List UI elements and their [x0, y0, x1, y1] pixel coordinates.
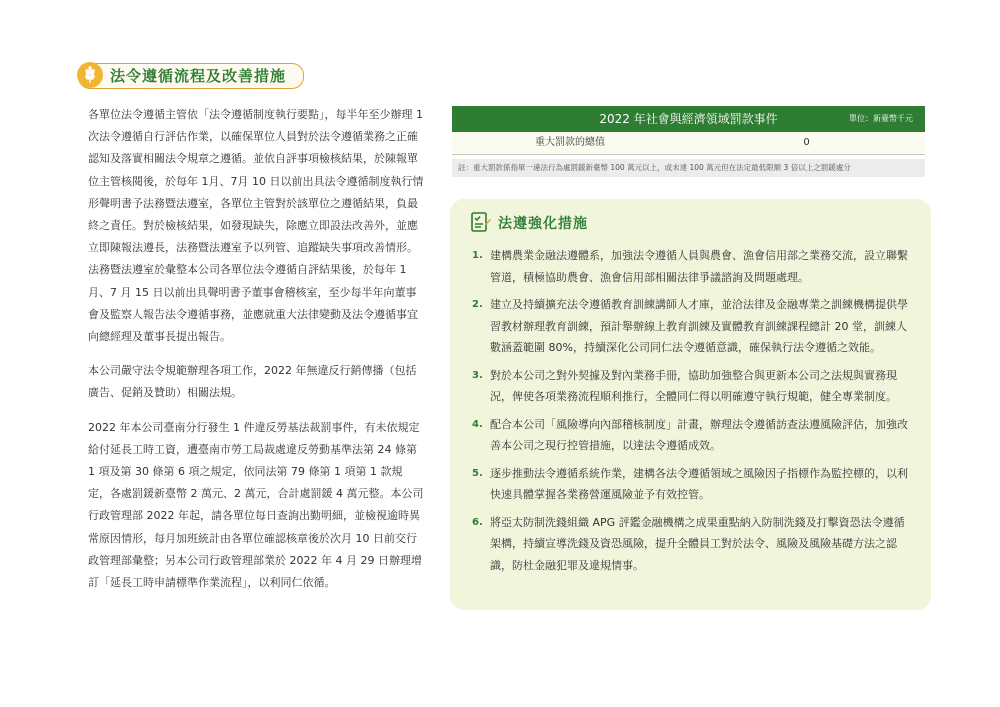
penalty-row-label: 重大罰款的總值: [535, 137, 605, 148]
checklist-icon: [468, 210, 492, 238]
list-item-text: 建構農業金融法遵體系，加強法令遵循人員與農會、漁會信用部之業務交流，設立聯繫管道，積極協助農會、漁會信用部相關法律爭議諮詢及問題處理。: [490, 249, 908, 284]
list-item: [472, 365, 912, 408]
list-item-number: 5.: [472, 467, 483, 479]
wheat-icon: [77, 62, 103, 88]
penalty-table-header: [452, 106, 925, 132]
list-item: [472, 463, 912, 506]
list-item: [472, 512, 912, 577]
list-item-number: 2.: [472, 299, 483, 310]
list-item-text: 配合本公司「風險導向內部稽核制度」計畫，辦理法令遵循訪查法遵風險評估，加強改善本公司之現行控管措施，以達法令遵循成效。: [490, 417, 908, 452]
list-item: [472, 294, 912, 359]
list-item: [472, 245, 912, 288]
list-item-text: 對於本公司之對外契據及對內業務手冊，協助加強整合與更新本公司之法規與實務現況，俾使各項業務流程順利推行，全體同仁得以明確遵守執行規範，健全專業制度。: [490, 368, 897, 403]
paragraph-marketing-compliance: 本公司嚴守法令規範辦理各項工作，2022 年無違反行銷傳播（包括廣告、促銷及贊助）相關法規。: [88, 364, 417, 400]
paragraph-self-assessment: 各單位法令遵循主管依「法令遵循制度執行要點」，每半年至少辦理 1 次法令遵循自行評估作業，以確保單位人員對於法令遵循業務之正確認知及落實相關法令規章之遵循。並依自評事項檢核結果，於陳報單位主管核閱後，於每年 1月、7月 10 日以前出具法令遵循制度執行情形聲明書予法務暨法遵室，各單位主管對於該單位之遵循結果，負最終之責任。對於檢核結果，如發現缺失，除應立即設法改善外，並應立即陳報法遵長，法務暨法遵室予以列管、追蹤缺失事項改善情形。法務暨法遵室於彙整本公司各單位法令遵循自評結果後，於每年 1 月、7 月 15 日以前出具聲明書予董事會稽核室，至少每半年向董事會及監察人報告法令遵循事務，並應就重大法律變動及法令遵循事宜向總經理及董事長提出報告。: [88, 108, 424, 344]
list-item-number: 1.: [472, 250, 483, 261]
list-item-number: 6.: [472, 516, 483, 528]
paragraph-labor-penalty: 2022 年本公司臺南分行發生 1 件違反勞基法裁罰事件，有未依規定給付延長工時工資，遭臺南市勞工局裁處違反勞動基準法第 24 條第 1 項及第 30 條第 6 項之規定，依同法第 79 條第 1 項第 1 款規定，各處罰鍰新臺幣 2 萬元、2 萬元，合計處罰鍰 4 萬元整。本公司行政管理部 2022 年起，請各單位每日查詢出勤明細，並檢視逾時異常原因情形，每月加班統計由各單位確認核章後於次月 10 日前交行政管理部彙整；另本公司行政管理部業於 2022 年 4 月 29 日辦理增訂「延長工時申請標準作業流程」，以利同仁依循。: [88, 420, 424, 590]
body-text: [88, 104, 424, 606]
list-item-number: 4.: [472, 418, 483, 430]
penalty-table: [452, 106, 925, 177]
penalty-table-unit: 單位：新臺幣千元: [849, 114, 913, 123]
measures-list: [472, 245, 912, 582]
measures-panel: [450, 199, 931, 610]
section-header: [78, 63, 304, 89]
list-item-text: 逐步推動法令遵循系統作業，建構各法令遵循領域之風險因子指標作為監控標的，以利快速具體掌握各業務營運風險並予有效控管。: [490, 466, 908, 501]
penalty-row-value: 0: [803, 137, 810, 148]
list-item-text: 將亞太防制洗錢組織 APG 評鑑金融機構之成果重點納入防制洗錢及打擊資恐法令遵循架構，持續宣導洗錢及資恐風險，提升全體員工對於法令、風險及風險基礎方法之認識，防杜金融犯罪及違規情事。: [490, 515, 905, 572]
list-item: [472, 414, 912, 457]
penalty-table-title: 2022 年社會與經濟領域罰款事件: [599, 112, 778, 126]
list-item-number: 3.: [472, 369, 483, 381]
table-row: [452, 132, 925, 155]
measures-title: 法遵強化措施: [498, 216, 588, 232]
penalty-table-note: 註：重大罰款係指單一違法行為處罰鍰新臺幣 100 萬元以上，或未達 100 萬元但在法定最低限額 3 倍以上之罰鍰處分: [452, 159, 925, 177]
section-title: 法令遵循流程及改善措施: [110, 67, 287, 85]
list-item-text: 建立及持續擴充法令遵循教育訓練講師人才庫，並洽法律及金融專業之訓練機構提供學習教材辦理教育訓練，預計舉辦線上教育訓練及實體教育訓練課程總計 20 堂，訓練人數涵蓋範圍 80%，持續深化公司同仁法令遵循意識，確保執行法令遵循之效能。: [490, 298, 908, 354]
